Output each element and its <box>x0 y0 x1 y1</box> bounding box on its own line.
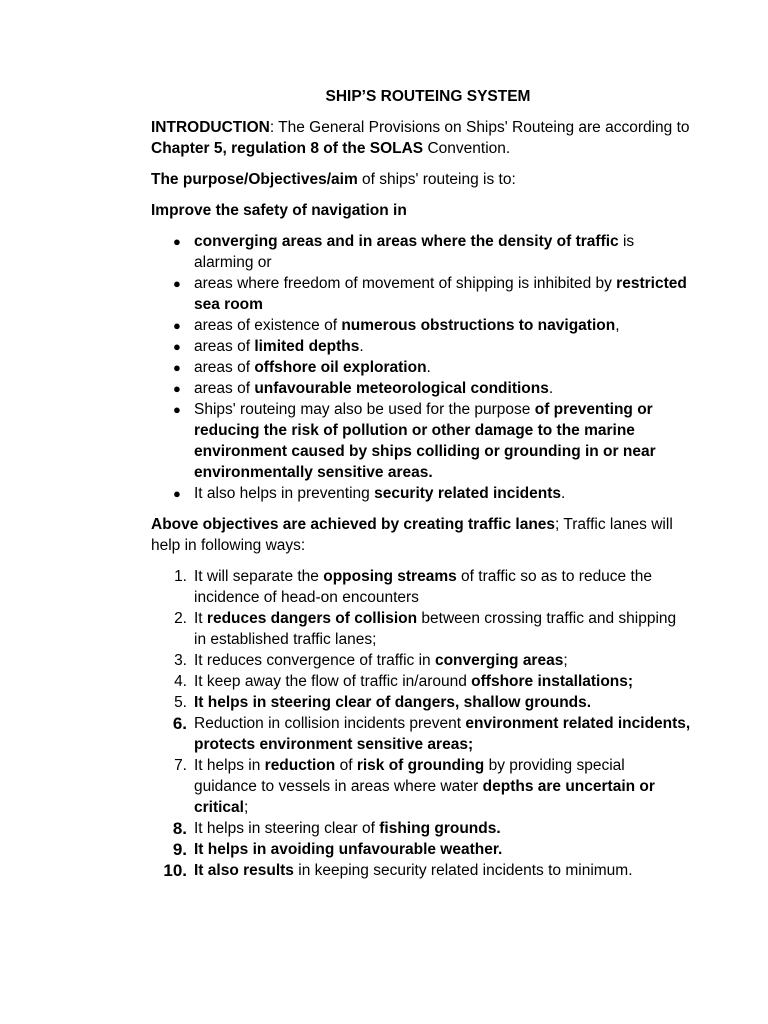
bold-text-run: Above objectives are achieved by creating traffic lanes <box>151 516 556 533</box>
numbered-item <box>151 650 691 671</box>
text-run: ; <box>243 799 249 816</box>
item-number: 8. <box>172 819 187 838</box>
improve-heading <box>151 200 691 221</box>
text-run: of <box>335 757 357 774</box>
bold-text-run: unfavourable meteorological conditions <box>254 380 549 397</box>
text-run: It <box>194 610 207 627</box>
bold-text-run: converging areas and in areas where the density of traffic <box>194 233 619 250</box>
text-run: , <box>615 317 620 334</box>
numbered-item <box>151 692 691 713</box>
bullet-icon: ● <box>173 402 181 417</box>
text-run: . <box>561 485 566 502</box>
text-run: : The General Provisions on Ships' Routeing are according to <box>269 119 690 136</box>
bold-text-run: reduces dangers of collision <box>206 610 418 627</box>
traffic-lanes-paragraph <box>151 514 691 556</box>
bullet-item <box>151 315 691 336</box>
bold-text-run: Improve the safety of navigation in <box>151 202 407 219</box>
numbered-item <box>151 860 691 881</box>
text-run: areas of <box>194 359 255 376</box>
text-run: between crossing traffic and shipping in established traffic lanes; <box>194 610 677 648</box>
bold-text-run: INTRODUCTION <box>151 119 270 136</box>
text-run: Ships' routeing may also be used for the purpose <box>194 401 535 418</box>
bullet-item <box>151 336 691 357</box>
text-run: . <box>359 338 364 355</box>
bold-text-run: risk of grounding <box>356 757 485 774</box>
bullet-item <box>151 399 691 483</box>
numbered-item <box>151 608 691 650</box>
bullet-item <box>151 231 691 273</box>
bullet-icon: ● <box>173 360 181 375</box>
text-run: It reduces convergence of traffic in <box>194 652 435 669</box>
text-run: areas where freedom of movement of shipping is inhibited by <box>194 275 617 292</box>
bold-text-run: It helps in steering clear of dangers, shallow grounds. <box>194 694 592 711</box>
numbered-item <box>151 566 691 608</box>
numbered-item <box>151 713 691 755</box>
document-title: SHIP’S ROUTEING SYSTEM <box>325 88 531 105</box>
bullet-icon: ● <box>173 318 181 333</box>
bold-text-run: It also results <box>194 862 294 879</box>
item-number: 2. <box>174 610 187 627</box>
text-run: Convention. <box>423 140 511 157</box>
item-number: 10. <box>163 861 187 880</box>
item-number: 6. <box>172 714 187 733</box>
bullet-item <box>151 483 691 504</box>
document-body <box>151 86 691 891</box>
traffic-lanes-numbered-list <box>151 566 691 881</box>
bold-text-run: Chapter 5, regulation 8 of the SOLAS <box>151 140 424 157</box>
text-run: . <box>548 380 554 397</box>
text-run: areas of existence of <box>194 317 342 334</box>
bullet-icon: ● <box>173 381 181 396</box>
text-run: Reduction in collision incidents prevent <box>194 715 466 732</box>
text-run: is alarming or <box>194 233 635 271</box>
item-number: 5. <box>174 694 187 711</box>
bullet-item <box>151 378 691 399</box>
text-run: of ships' routeing is to: <box>357 171 516 188</box>
bold-text-run: The purpose/Objectives/aim <box>151 171 358 188</box>
text-run: It keep away the flow of traffic in/around <box>194 673 472 690</box>
text-run: areas of <box>194 338 255 355</box>
bold-text-run: offshore installations; <box>471 673 634 690</box>
bullet-icon: ● <box>173 234 181 249</box>
item-number: 7. <box>174 757 187 774</box>
bullet-icon: ● <box>173 486 181 501</box>
bold-text-run: converging areas <box>434 652 564 669</box>
numbered-item <box>151 671 691 692</box>
text-run: ; <box>563 652 568 669</box>
bold-text-run: environment related incidents, protects environment sensitive areas; <box>194 715 691 753</box>
bold-text-run: limited depths <box>254 338 360 355</box>
item-number: 9. <box>172 840 187 859</box>
purpose-paragraph <box>151 169 691 190</box>
bold-text-run: restricted sea room <box>194 275 687 313</box>
numbered-item <box>151 818 691 839</box>
text-run: of traffic so as to reduce the incidence of head-on encounters <box>194 568 653 606</box>
bold-text-run: of preventing or reducing the risk of pollution or other damage to the marine environment caused by ships colliding or grounding in or near environmentally sensitive areas. <box>194 401 656 481</box>
bold-text-run: numerous obstructions to navigation <box>341 317 616 334</box>
item-number: 4. <box>174 673 187 690</box>
bold-text-run: offshore oil exploration <box>254 359 427 376</box>
text-run: It also helps in preventing <box>194 485 375 502</box>
objectives-bullet-list <box>151 231 691 504</box>
bold-text-run: security related incidents <box>374 485 562 502</box>
item-number: 1. <box>174 568 187 585</box>
numbered-item <box>151 755 691 818</box>
bold-text-run: fishing grounds. <box>379 820 501 837</box>
bold-text-run: reduction <box>264 757 336 774</box>
bullet-item <box>151 273 691 315</box>
text-run: in keeping security related incidents to minimum. <box>293 862 633 879</box>
text-run: by providing special guidance to vessels in areas where water <box>194 757 625 795</box>
text-run: It will separate the <box>194 568 324 585</box>
bullet-icon: ● <box>173 339 181 354</box>
numbered-item <box>151 839 691 860</box>
bullet-icon: ● <box>173 276 181 291</box>
text-run: . <box>426 359 431 376</box>
bold-text-run: It helps in avoiding unfavourable weather. <box>194 841 503 858</box>
bold-text-run: opposing streams <box>323 568 457 585</box>
text-run: It helps in steering clear of <box>194 820 380 837</box>
bullet-item <box>151 357 691 378</box>
item-number: 3. <box>174 652 187 669</box>
text-run: areas of <box>194 380 255 397</box>
text-run: ; Traffic lanes will help in following ways: <box>151 516 673 554</box>
intro-paragraph <box>151 117 691 159</box>
bold-text-run: depths are uncertain or critical <box>194 778 655 816</box>
text-run: It helps in <box>194 757 265 774</box>
